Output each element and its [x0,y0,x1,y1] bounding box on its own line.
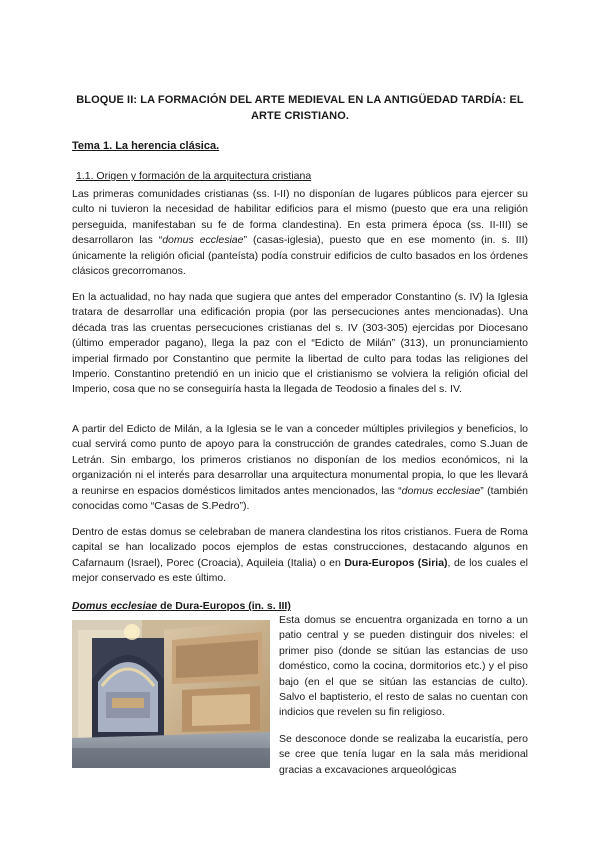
section-heading: 1.1. Origen y formación de la arquitectura cristiana [76,170,312,182]
paragraph-2: En la actualidad, no hay nada que sugiera que antes del emperador Constantino (s. IV) la Iglesia tratara de desarrollar una edificación propia (por las persecuciones antes mencionadas). Una década tras las cruentas persecuciones cristianas del s. IV (303-305) ejercidas por Diocesano (último emperador pagano), llega la paz con el “Edicto de Milán” (313), un pronunciamiento imperial firmado por Constantino que permite la libertad de culto para todas las religiones del Imperio. Constantino pretendió en un inicio que el cristianismo se volviera la religión oficial del Imperio, cosa que no se conseguiría hasta la llegada de Teodosio a finales del s. IV. [72,291,528,396]
dura-europos-photo [72,620,270,768]
paragraph-4: Dentro de estas domus se celebraban de manera clandestina los ritos cristianos. Fuera de Roma capital se han localizado pocos ejemplos de estas construcciones, destacando algunos en Cafarnaum (Israel), Porec (Croacia), Aquileia (Italia) o en Dura-Europos (Siria), de los cuales el mejor conservado es este último. [72,526,528,585]
topic-heading: Tema 1. La herencia clásica. [72,140,220,152]
paragraph-1: Las primeras comunidades cristianas (ss. I-II) no disponían de lugares públicos para ejercer su culto ni tuvieron la necesidad de habilitar edificios para el mismo (puesto que era una religión perseguida, manifestaban su fe de forma clandestina). En esta primera época (ss. II-III) se desarrollaron las “domus ecclesiae” (casas-iglesia), puesto que en ese momento (in. s. III) únicamente la religión oficial (panteísta) podía construir edificios de culto basados en los órdenes clásicos grecorromanos. [72,188,528,278]
figure-paragraph-1: Esta domus se encuentra organizada en torno a un patio central y se pueden distinguir dos niveles: el primer piso (donde se sitúan las estancias de uso doméstico, como la cocina, dormitorios etc.) y el piso bajo (en el que se sitúan las estancias de culto). Salvo el baptisterio, el resto de salas no cuentan con indicios que revelen su fin religioso. [279,614,528,719]
paragraph-3: A partir del Edicto de Milán, a la Iglesia se le van a conceder múltiples privilegios y beneficios, lo cual servirá como punto de apoyo para la construcción de grandes catedrales, como S.Juan de Letrán. Sin embargo, los primeros cristianos no disponían de los medios económicos, ni la organización ni el interés para desarrollar una arquitectura monumental propia, lo que les llevará a reunirse en espacios domésticos limitados antes mencionados, las “domus ecclesiae” (también conocidas como “Casas de S.Pedro”). [72,423,529,513]
figure-heading: Domus ecclesiae de Dura-Europos (in. s. III) [72,600,291,612]
document-title: BLOQUE II: LA FORMACIÓN DEL ARTE MEDIEVAL EN LA ANTIGÜEDAD TARDÍA: EL ARTE CRISTIANO. [76,94,524,122]
figure-paragraph-2: Se desconoce donde se realizaba la eucaristía, pero se cree que tenía lugar en la sala más meridional gracias a excavaciones arqueológicas [279,733,528,776]
